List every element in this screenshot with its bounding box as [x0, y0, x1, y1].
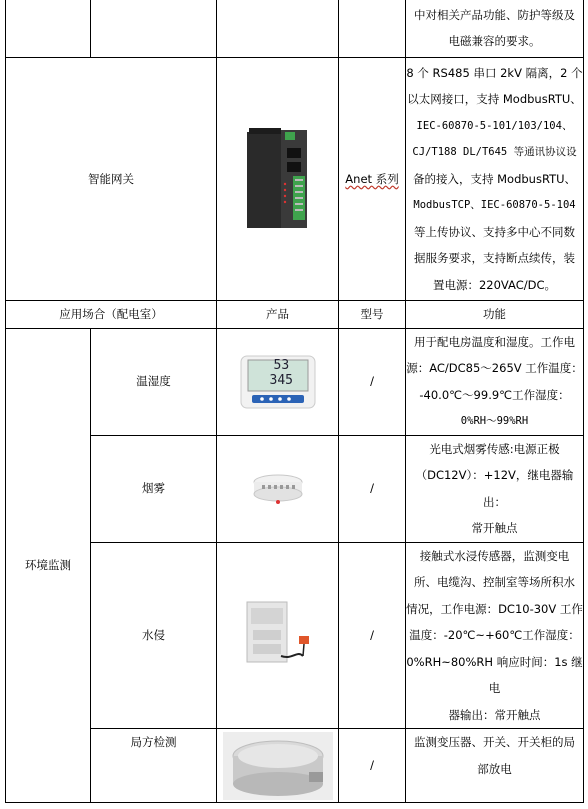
function-line: 电磁兼容的要求。 — [448, 34, 541, 48]
function-cell — [406, 58, 584, 301]
function-line: IEC-60870-5-101/103/104、 — [416, 119, 573, 132]
cell-blank — [339, 0, 406, 58]
function-line: 接触式水浸传感器，监测变电 — [419, 548, 570, 563]
table-row-gateway — [6, 58, 584, 301]
table-row — [6, 729, 584, 803]
item-name: 局方检测 — [91, 729, 217, 803]
header-function: 功能 — [406, 301, 584, 329]
item-name: 水侵 — [91, 542, 217, 729]
function-line: 中对相关产品功能、防护等级及 — [414, 7, 575, 22]
function-line: -40.0℃～99.9℃工作湿度： — [419, 387, 570, 402]
model-cell: / — [339, 328, 406, 435]
function-line: 常开触点 — [471, 521, 518, 535]
water-sensor-image — [241, 600, 315, 670]
function-cell — [406, 328, 584, 435]
function-line: 所、电缆沟、控制室等场所积水 — [414, 575, 575, 589]
function-line: （DC12V）：+12V，继电器输出： — [415, 468, 574, 509]
model-cell — [339, 58, 406, 301]
item-name: 烟雾 — [91, 435, 217, 542]
function-line: 监测变压器、开关、开关柜的局 — [414, 735, 575, 749]
product-image-cell — [217, 58, 339, 301]
table-row — [6, 328, 584, 435]
function-line: 用于配电房温度和湿度。工作电 — [414, 334, 575, 349]
product-image-cell — [217, 542, 339, 729]
product-image-cell — [217, 729, 339, 803]
function-line: CJ/T188 DL/T645 等通讯协议设 — [412, 146, 577, 159]
application-cell: 智能网关 — [6, 58, 217, 301]
cell-blank — [6, 0, 91, 58]
header-product: 产品 — [217, 301, 339, 329]
function-line: 以太网接口，支持 ModbusRTU、 — [407, 92, 582, 107]
product-image-cell — [217, 435, 339, 542]
model-cell: / — [339, 729, 406, 803]
function-cell — [406, 0, 584, 58]
gateway-device-image — [245, 126, 311, 232]
model-cell: / — [339, 542, 406, 729]
model-text: Anet 系列 — [345, 171, 399, 186]
table-row-continuation — [6, 0, 584, 58]
function-line: ModbusTCP、IEC-60870-5-104 — [413, 199, 576, 212]
pd-sensor-image — [223, 732, 333, 800]
thermo-hygrometer-image — [240, 355, 316, 409]
function-line: 8 个 RS485 串口 2kV 隔离，2 个 — [406, 65, 583, 80]
function-line: 情况，工作电源：DC10-30V 工作 — [406, 601, 583, 616]
function-cell — [406, 435, 584, 542]
section-label: 环境监测 — [6, 328, 91, 803]
display-reading-2: 345 — [269, 372, 293, 388]
function-line: 部放电 — [477, 761, 512, 776]
function-line: 等上传协议、支持多中心不同数 — [414, 224, 575, 239]
function-line: 温度：-20℃~+60℃工作湿度： — [409, 628, 580, 642]
cell-blank — [91, 0, 217, 58]
smoke-detector-image — [248, 472, 308, 506]
table-header-row — [6, 301, 584, 329]
header-application: 应用场合（配电室） — [6, 301, 217, 329]
spec-table — [5, 0, 584, 803]
function-line: 光电式烟雾传感:电源正极 — [429, 441, 560, 456]
function-line: 器输出：常开触点 — [448, 707, 541, 722]
table-row — [6, 435, 584, 542]
function-line: 源：AC/DC85～265V 工作温度： — [406, 361, 583, 375]
product-image-cell — [217, 328, 339, 435]
function-line: 置电源：220VAC/DC。 — [432, 277, 557, 292]
item-name: 温湿度 — [91, 328, 217, 435]
cell-blank — [217, 0, 339, 58]
header-model: 型号 — [339, 301, 406, 329]
function-line: 据服务要求，支持断点续传，装 — [414, 251, 575, 266]
function-line: 备的接入，支持 ModbusRTU、 — [412, 171, 577, 186]
model-cell: / — [339, 435, 406, 542]
table-row — [6, 542, 584, 729]
display-reading-1: 53 — [273, 357, 290, 373]
function-line: 0%RH～99%RH — [460, 415, 529, 427]
function-line: 0%RH~80%RH 响应时间：1s 继电 — [406, 654, 583, 695]
function-cell — [406, 542, 584, 729]
function-cell — [406, 729, 584, 803]
